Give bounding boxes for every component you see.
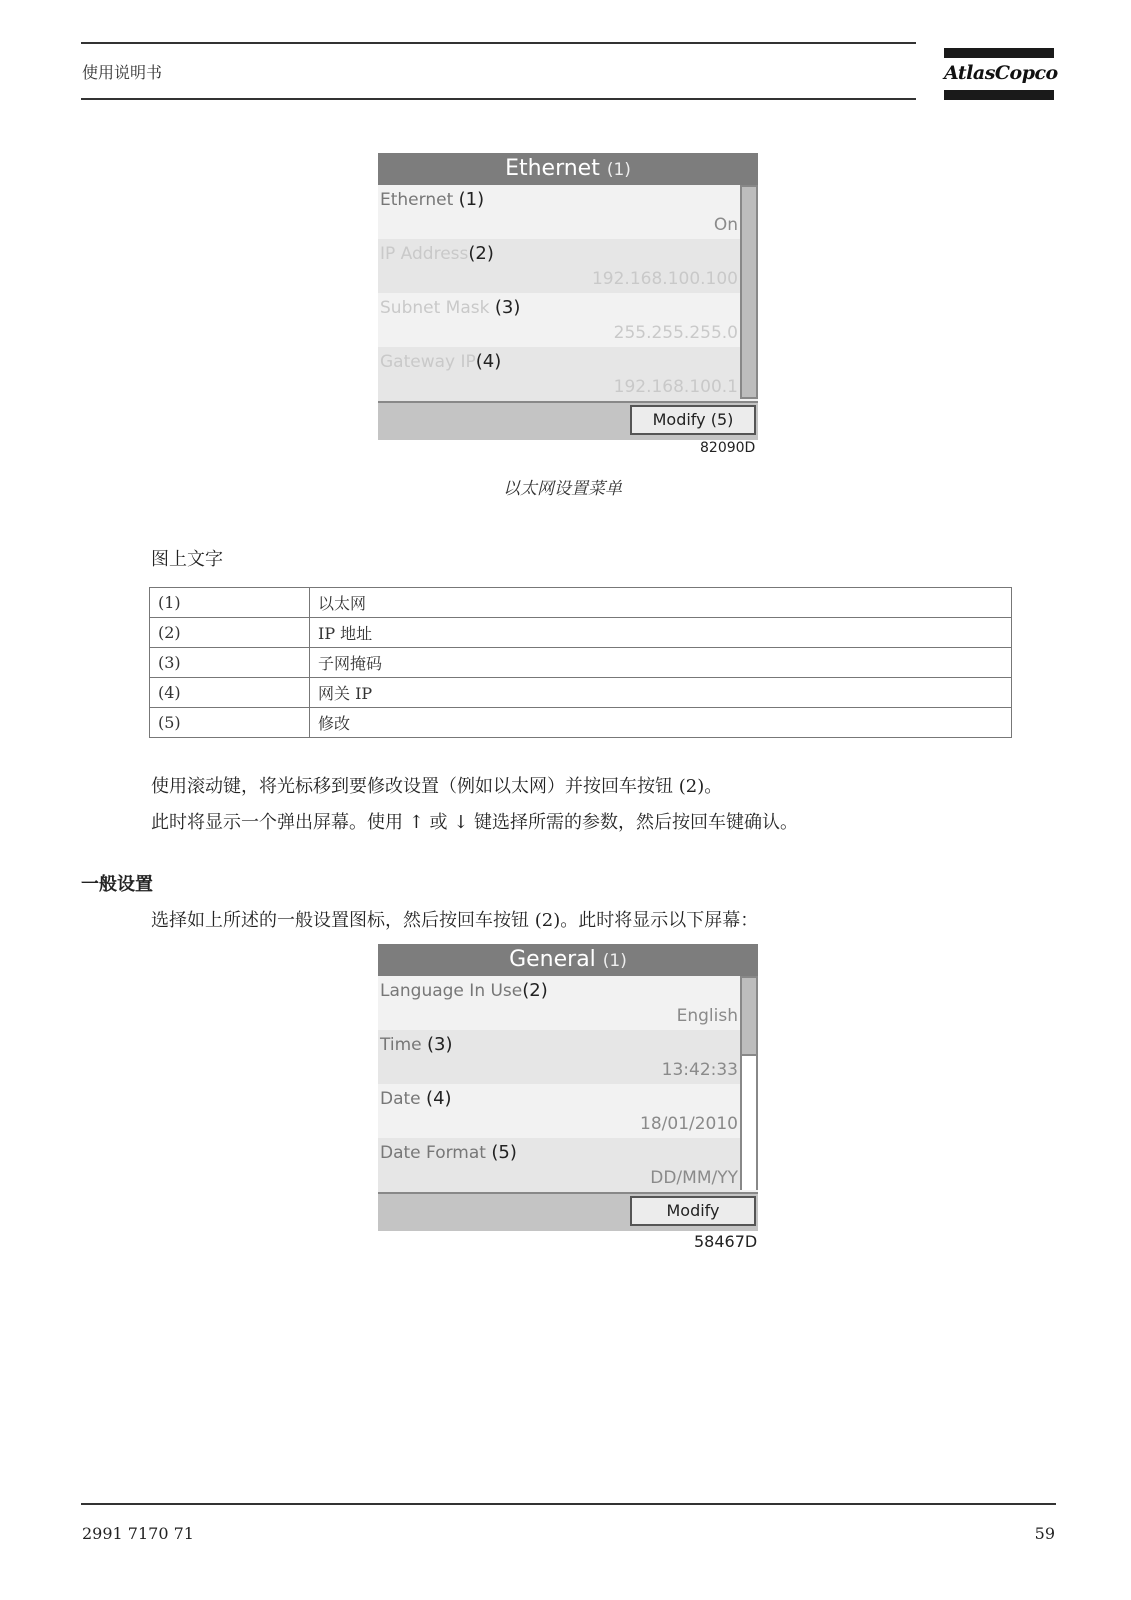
table-row: (3) 子网掩码 — [150, 648, 1012, 678]
section-heading: 一般设置 — [81, 874, 153, 895]
legend-heading: 图上文字 — [151, 549, 223, 570]
figure-code: 58467D — [694, 1232, 758, 1251]
instruction-paragraph-1: 使用滚动键，将光标移到要修改设置（例如以太网）并按回车按钮 (2)。 — [151, 776, 723, 797]
table-row: (1) 以太网 — [150, 588, 1012, 618]
list-item-time[interactable]: Time (3) 13:42:33 — [378, 1030, 740, 1084]
manual-title: 使用说明书 — [82, 63, 163, 82]
screen-title: General (1) — [378, 944, 758, 976]
list-item-ip-address[interactable]: IP Address(2) 192.168.100.100 — [378, 239, 740, 293]
modify-button[interactable]: Modify — [630, 1196, 756, 1226]
header-rule-top — [81, 42, 916, 44]
modify-button[interactable]: Modify (5) — [630, 405, 756, 435]
instruction-paragraph-3: 选择如上所述的一般设置图标，然后按回车按钮 (2)。此时将显示以下屏幕： — [151, 910, 759, 931]
table-row: (2) IP 地址 — [150, 618, 1012, 648]
scrollbar-thumb[interactable] — [740, 185, 758, 399]
instruction-paragraph-2: 此时将显示一个弹出屏幕。使用 ↑ 或 ↓ 键选择所需的参数，然后按回车键确认。 — [151, 812, 799, 833]
list-item-date[interactable]: Date (4) 18/01/2010 — [380, 1088, 738, 1134]
footer-rule — [81, 1503, 1056, 1505]
screen-title: Ethernet (1) — [378, 153, 758, 185]
header-rule-bottom — [81, 98, 916, 100]
atlas-copco-logo: AtlasCopco — [944, 48, 1054, 102]
general-screen — [378, 944, 758, 1229]
list-item-gateway-ip[interactable]: Gateway IP(4) 192.168.100.1 — [378, 347, 740, 401]
list-item-date-format[interactable]: Date Format (5) DD/MM/YY — [378, 1138, 740, 1192]
list-item-ethernet[interactable]: Ethernet (1) On — [380, 189, 738, 235]
page-number: 59 — [1034, 1524, 1055, 1543]
legend-table — [149, 587, 1012, 738]
figure-code: 82090D — [700, 440, 756, 456]
list-item-language[interactable]: Language In Use(2) English — [380, 980, 738, 1026]
figure-caption: 以太网设置菜单 — [503, 479, 622, 499]
table-row: (5) 修改 — [150, 708, 1012, 738]
ethernet-screen — [378, 153, 758, 438]
scrollbar-thumb[interactable] — [740, 976, 758, 1056]
list-item-subnet-mask[interactable]: Subnet Mask (3) 255.255.255.0 — [380, 297, 738, 343]
document-number: 2991 7170 71 — [82, 1524, 194, 1543]
table-row: (4) 网关 IP — [150, 678, 1012, 708]
